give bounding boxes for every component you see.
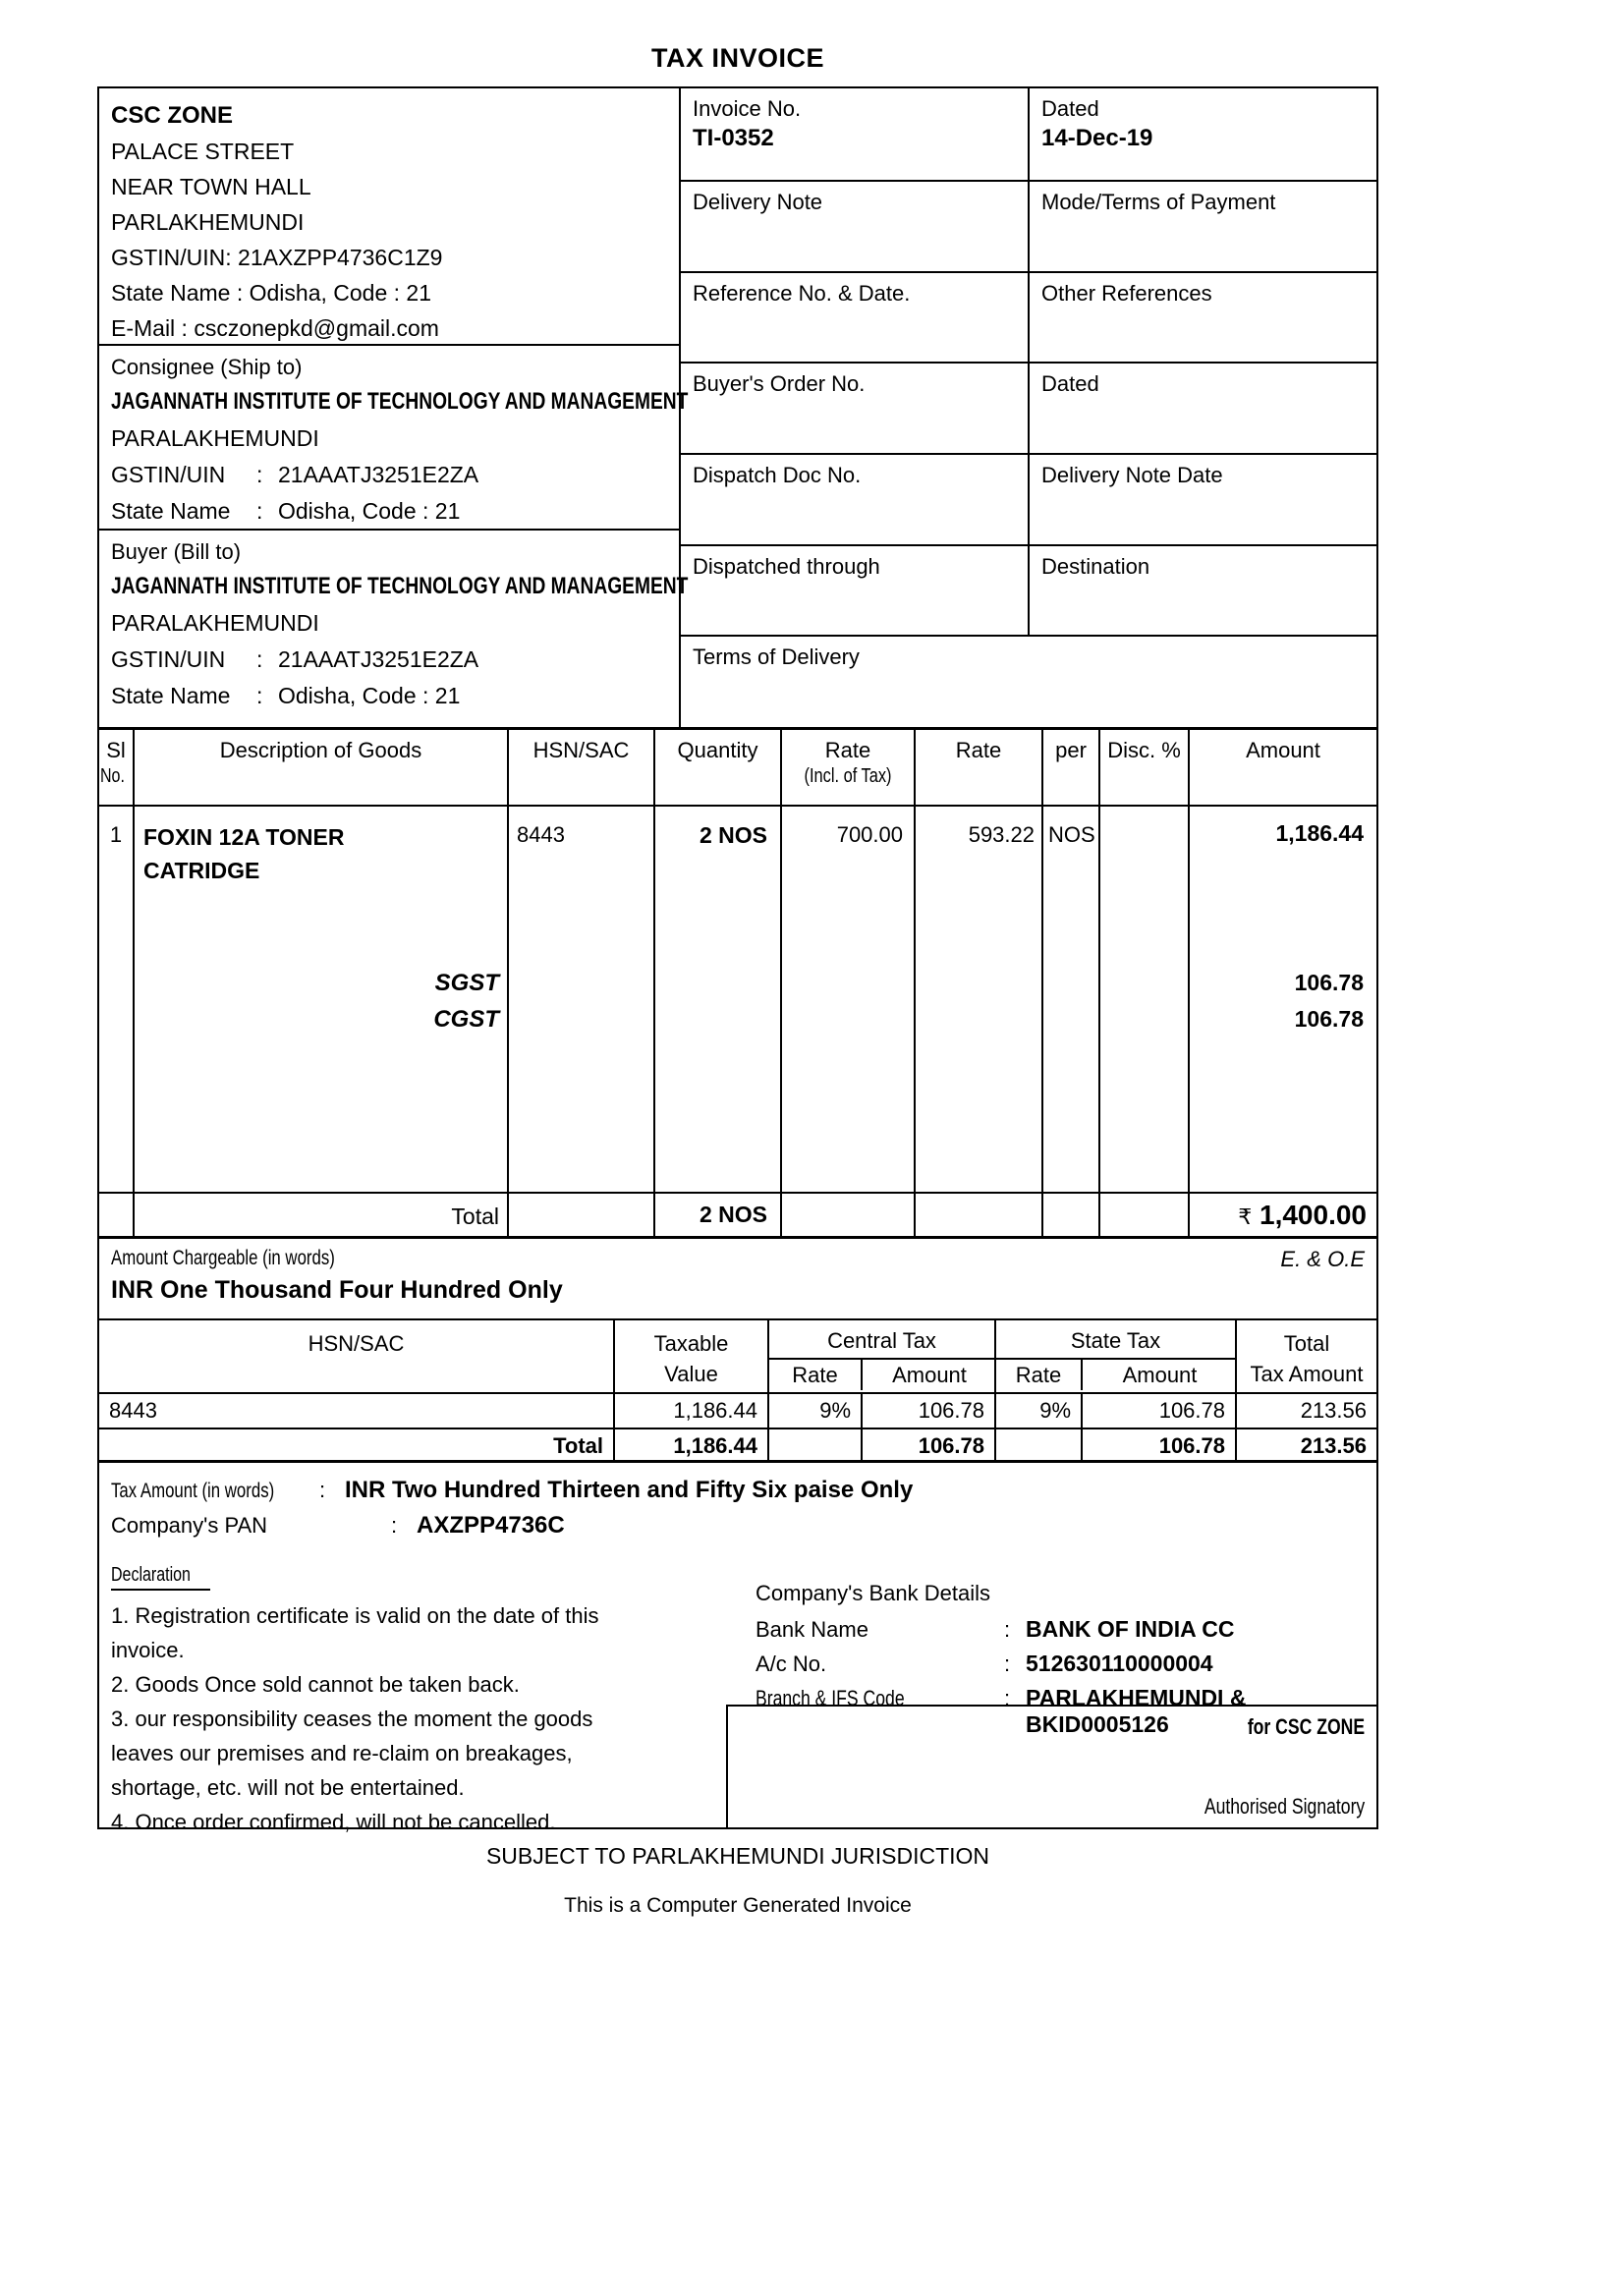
buyer-address: PARALAKHEMUNDI [111,610,319,636]
items-total-row [99,1192,1376,1237]
detail-cell-order-dated [1030,364,1376,453]
seller-block [99,88,679,346]
tax-col-state-tax: State Tax Rate Amount [996,1320,1237,1392]
detail-label: Mode/Terms of Payment [1041,190,1276,214]
col-header-hsn: HSN/SAC [509,730,655,805]
jurisdiction-note: SUBJECT TO PARLAKHEMUNDI JURISDICTION [485,1843,990,1869]
grand-total: ₹ 1,400.00 [1238,1200,1367,1230]
tax-taxable-value: 1,186.44 [615,1394,769,1428]
buyer-state-label: State Name [111,683,231,708]
seller-address-line: PARLAKHEMUNDI [111,209,305,235]
central-rate-header: Rate [769,1360,863,1390]
consignee-gstin-value: 21AAATJ3251E2ZA [278,462,479,487]
seller-email: E-Mail : csczonepkd@gmail.com [111,315,439,341]
bank-name-value: BANK OF INDIA CC [1026,1616,1235,1642]
colon: : [1004,1617,1011,1642]
buyer-state-value: Odisha, Code : 21 [278,683,461,708]
item-per-cell [1043,807,1100,1192]
tax-hsn: 8443 [99,1394,615,1428]
tax-amount-in-words: INR Two Hundred Thirteen and Fifty Six paise Only [345,1477,914,1503]
detail-label: Other References [1041,281,1212,306]
colon: : [256,646,263,672]
item-sl-cell [99,807,135,1192]
account-number-value: 512630110000004 [1026,1651,1213,1676]
col-header-disc: Disc. % [1100,730,1190,805]
tax-state-rate: 9% [996,1394,1083,1428]
amount-words-label: Amount Chargeable (in words) [111,1247,335,1269]
authorised-signatory-label: Authorised Signatory [1204,1794,1365,1819]
colon: : [391,1513,398,1538]
seller-state: State Name : Odisha, Code : 21 [111,280,432,306]
state-amount-header: Amount [1122,1363,1198,1387]
declaration-block [111,1561,649,1839]
tax-total-amount: 213.56 [1300,1398,1367,1423]
seller-gstin: GSTIN/UIN: 21AXZPP4736C1Z9 [111,245,443,270]
tax-central-rate: 9% [769,1394,863,1428]
detail-label: Reference No. & Date. [693,281,911,306]
detail-cell-other-references [1030,273,1376,362]
seller-name: CSC ZONE [111,102,234,129]
consignee-gstin-label: GSTIN/UIN [111,462,226,487]
buyer-gstin-value: 21AAATJ3251E2ZA [278,646,479,672]
item-rate-cell [916,807,1043,1192]
colon: : [1004,1686,1011,1710]
item-description-cell [135,807,509,1192]
tax-line-label: SGST [434,970,499,996]
detail-label: Invoice No. [693,96,802,121]
colon: : [1004,1652,1011,1676]
consignee-name: JAGANNATH INSTITUTE OF TECHNOLOGY AND MANAGEMENT [111,388,689,415]
declaration-item: 1. Registration certificate is valid on the date of this invoice. [111,1603,599,1662]
col-header-rate: Rate [916,730,1043,805]
col-header-quantity: Quantity [655,730,782,805]
detail-label: Destination [1041,554,1150,579]
signature-box [726,1705,1376,1827]
consignee-address: PARALAKHEMUNDI [111,425,319,451]
tax-central-amount: 106.78 [863,1394,996,1428]
item-amount: 1,186.44 [1275,820,1364,846]
item-amount-cell [1190,807,1376,1192]
colon: : [256,683,263,708]
item-hsn-cell [509,807,655,1192]
tax-words-band [99,1463,1376,1559]
items-header-row [99,730,1376,807]
branch-ifs-label: Branch & IFS Code [756,1686,905,1710]
tax-line-label: CGST [433,1006,499,1033]
item-rate-incl-cell [782,807,916,1192]
tax-grand-total: 213.56 [1300,1433,1367,1458]
detail-label: Buyer's Order No. [693,371,866,396]
tax-line-amount: 106.78 [1294,1006,1364,1032]
detail-cell-dispatch-doc [681,455,1030,544]
invoice-date: 14-Dec-19 [1041,125,1153,151]
tax-state-amount: 106.78 [1083,1394,1237,1428]
parties-column [99,88,689,727]
item-description: FOXIN 12A TONER CATRIDGE [143,824,345,883]
tax-col-total: Total Tax Amount [1250,1331,1364,1386]
detail-cell-reference [681,273,1030,362]
seller-address-line: PALACE STREET [111,139,295,164]
col-header-description: Description of Goods [135,730,509,805]
colon: : [256,498,263,524]
seller-address-line: NEAR TOWN HALL [111,174,311,199]
detail-cell-invoice-no [681,88,1030,180]
buyer-name: JAGANNATH INSTITUTE OF TECHNOLOGY AND MANAGEMENT [111,573,689,599]
detail-label: Terms of Delivery [693,644,860,669]
consignee-heading: Consignee (Ship to) [111,355,303,379]
bottom-section [99,1559,1376,1834]
items-body-row [99,807,1376,1192]
for-company-label: for CSC ZONE [1247,1714,1365,1739]
col-header-per: per [1043,730,1100,805]
declaration-item: 4. Once order confirmed, will not be cancelled. [111,1810,556,1834]
invoice-number: TI-0352 [693,125,774,151]
detail-cell-dispatched-through [681,546,1030,635]
page-title: TAX INVOICE [650,43,825,73]
detail-label: Delivery Note [693,190,823,214]
buyer-block [99,531,689,725]
central-amount-header: Amount [892,1363,967,1387]
col-header-rate-incl: Rate (Incl. of Tax) [782,730,916,805]
colon: : [256,462,263,487]
pan-label: Company's PAN [111,1513,268,1538]
total-quantity: 2 NOS [699,1202,767,1227]
tax-col-central-tax: Central Tax Rate Amount [769,1320,996,1392]
pan-value: AXZPP4736C [417,1512,565,1539]
item-rate-incl: 700.00 [836,822,903,847]
rupee-symbol: ₹ [1238,1204,1253,1229]
account-number-label: A/c No. [756,1652,827,1676]
branch-ifs-value: PARLAKHEMUNDI & BKID0005126 [1026,1685,1247,1737]
total-label: Total [451,1204,499,1229]
buyer-heading: Buyer (Bill to) [111,539,242,564]
eoe-note: E. & O.E [1280,1247,1365,1271]
detail-cell-terms-of-delivery [681,637,1376,727]
detail-label: Dispatched through [693,554,880,579]
item-per: NOS [1048,822,1095,847]
declaration-heading: Declaration [111,1564,191,1586]
amount-in-words: INR One Thousand Four Hundred Only [111,1276,563,1304]
consignee-state-label: State Name [111,498,231,524]
invoice-sheet [97,86,1378,1834]
detail-cell-buyers-order [681,364,1030,453]
state-rate-header: Rate [996,1360,1083,1390]
detail-label: Dispatch Doc No. [693,463,862,487]
computer-generated-note: This is a Computer Generated Invoice [564,1894,912,1917]
colon: : [319,1478,326,1502]
detail-cell-destination [1030,546,1376,635]
item-hsn: 8443 [517,822,565,847]
detail-cell-payment-terms [1030,182,1376,271]
item-rate: 593.22 [968,822,1035,847]
tax-summary-table [99,1318,1376,1463]
consignee-block [99,346,689,531]
item-quantity: 2 NOS [699,822,767,848]
tax-total-label: Total [99,1429,615,1463]
invoice-details-grid [681,88,1376,727]
tax-col-hsn: HSN/SAC [99,1320,615,1392]
bank-name-label: Bank Name [756,1617,868,1642]
declaration-items [111,1598,649,1839]
item-sl: 1 [109,822,123,847]
declaration-item: 3. our responsibility ceases the moment the goods leaves our premises and re-claim on breakages, shortage, etc. will not be entertained. [111,1707,593,1800]
tax-words-label: Tax Amount (in words) [111,1480,275,1502]
tax-header-row [99,1320,1376,1392]
items-table [99,727,1376,1236]
tax-data-row [99,1392,1376,1428]
item-quantity-cell [655,807,782,1192]
detail-cell-delivery-note [681,182,1030,271]
detail-label: Delivery Note Date [1041,463,1223,487]
declaration-item: 2. Goods Once sold cannot be taken back. [111,1672,520,1697]
tax-line-amount: 106.78 [1294,970,1364,995]
tax-col-taxable-value: Taxable Value [615,1320,769,1392]
detail-cell-dated [1030,88,1376,180]
consignee-state-value: Odisha, Code : 21 [278,498,461,524]
amount-in-words-band [99,1236,1376,1318]
detail-label: Dated [1041,371,1099,396]
tax-total-taxable: 1,186.44 [615,1429,769,1463]
detail-label: Dated [1041,96,1099,121]
tax-total-central: 106.78 [863,1429,996,1463]
bank-heading: Company's Bank Details [756,1581,990,1605]
tax-total-row [99,1428,1376,1463]
tax-total-state: 106.78 [1083,1429,1237,1463]
col-header-sl-no: Sl No. [99,730,135,805]
item-disc-cell [1100,807,1190,1192]
detail-cell-delivery-note-date [1030,455,1376,544]
buyer-gstin-label: GSTIN/UIN [111,646,226,672]
col-header-amount: Amount [1246,738,1320,762]
